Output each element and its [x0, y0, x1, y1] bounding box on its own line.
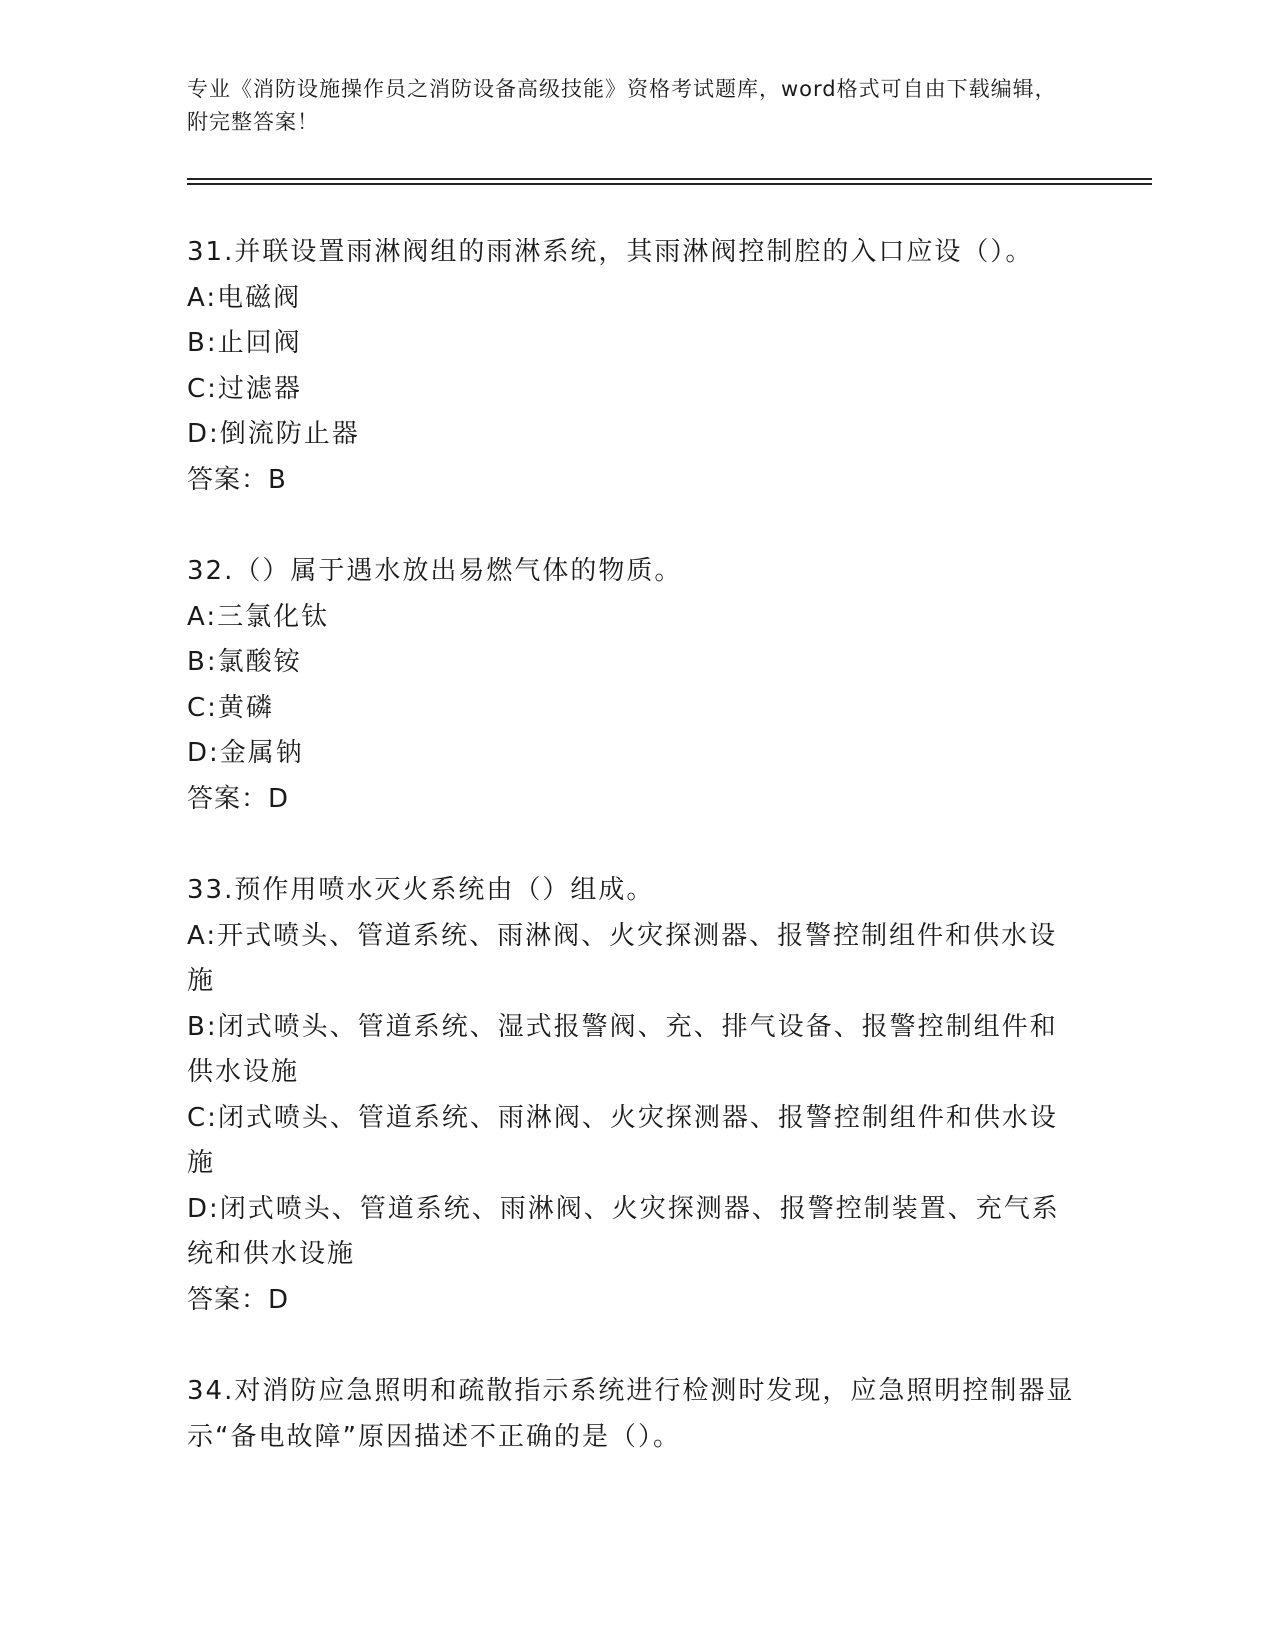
- option-b: B:氯酸铵: [187, 647, 302, 677]
- option-a: A:电磁阀: [187, 282, 302, 313]
- question-stem: 34.对消防应急照明和疏散指示系统进行检测时发现，应急照明控制器显示“备电故障”原因描述不正确的是（）。: [187, 1376, 1075, 1452]
- option-c: C:黄磷: [187, 692, 274, 723]
- option-d: D:倒流防止器: [187, 419, 360, 449]
- header-divider-top: [187, 178, 1152, 180]
- option-c: C:闭式喷头、管道系统、雨淋阀、火灾探测器、报警控制组件和供水设施: [187, 1102, 1058, 1178]
- option-d: D:金属钠: [187, 738, 304, 768]
- question-34: [187, 1369, 1077, 1460]
- option-d: D:闭式喷头、管道系统、雨淋阀、火灾探测器、报警控制装置、充气系统和供水设施: [187, 1193, 1060, 1269]
- option-a: A:三氯化钛: [187, 601, 330, 632]
- answer-label: 答案：B: [187, 464, 287, 495]
- question-stem: 32.（）属于遇水放出易燃气体的物质。: [187, 556, 683, 586]
- option-b: B:止回阀: [187, 328, 302, 358]
- question-stem: 31.并联设置雨淋阀组的雨淋系统，其雨淋阀控制腔的入口应设（）。: [187, 237, 1034, 267]
- question-31: [187, 230, 1077, 503]
- answer-label: 答案：D: [187, 1284, 290, 1315]
- header-divider-bottom: [187, 183, 1152, 185]
- question-32: [187, 549, 1077, 822]
- option-b: B:闭式喷头、管道系统、湿式报警阀、充、排气设备、报警控制组件和供水设施: [187, 1011, 1058, 1087]
- question-stem: 33.预作用喷水灭火系统由（）组成。: [187, 875, 655, 905]
- option-a: A:开式喷头、管道系统、雨淋阀、火灾探测器、报警控制组件和供水设施: [187, 920, 1058, 996]
- question-33: [187, 868, 1077, 1323]
- question-list: [187, 230, 1077, 1506]
- answer-label: 答案：D: [187, 783, 290, 814]
- document-header: 专业《消防设施操作员之消防设备高级技能》资格考试题库，word格式可自由下载编辑，附完整答案！: [187, 77, 1057, 134]
- option-c: C:过滤器: [187, 373, 302, 404]
